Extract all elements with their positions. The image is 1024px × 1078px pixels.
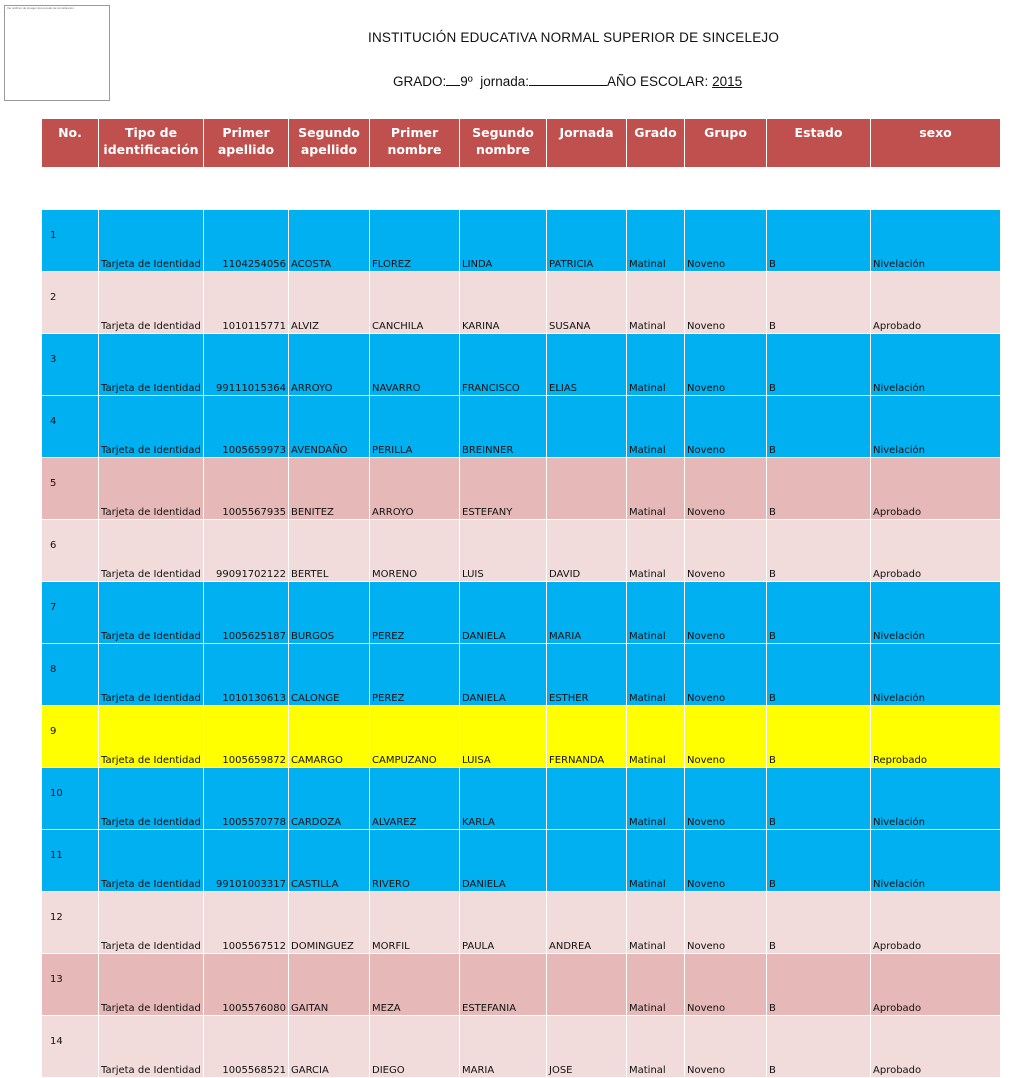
cell-no: 7 bbox=[42, 582, 99, 644]
jornada-blank bbox=[529, 74, 607, 86]
cell-grado: Noveno bbox=[685, 1016, 767, 1078]
cell-segundo-nombre bbox=[547, 396, 627, 458]
cell-documento: 1005568521 bbox=[204, 1016, 289, 1078]
header-spacer-cell bbox=[42, 168, 1001, 210]
table-row bbox=[42, 644, 1001, 706]
cell-jornada: Matinal bbox=[627, 644, 685, 706]
cell-primer-apellido: BERTEL bbox=[289, 520, 370, 582]
cell-primer-apellido: AVENDAÑO bbox=[289, 396, 370, 458]
cell-documento: 1010115771 bbox=[204, 272, 289, 334]
table-row bbox=[42, 210, 1001, 272]
cell-estado: Aprobado bbox=[871, 954, 1001, 1016]
cell-primer-apellido: DOMINGUEZ bbox=[289, 892, 370, 954]
cell-jornada: Matinal bbox=[627, 706, 685, 768]
cell-documento: 1005567512 bbox=[204, 892, 289, 954]
cell-documento: 99111015364 bbox=[204, 334, 289, 396]
cell-grupo: B bbox=[767, 644, 871, 706]
cell-segundo-nombre: ANDREA bbox=[547, 892, 627, 954]
cell-primer-nombre: PAULA bbox=[460, 892, 547, 954]
cell-estado: Nivelación bbox=[871, 334, 1001, 396]
col-header-no: No. bbox=[42, 119, 99, 168]
cell-grado: Noveno bbox=[685, 272, 767, 334]
col-header-sexo: sexo bbox=[871, 119, 1001, 168]
cell-jornada: Matinal bbox=[627, 892, 685, 954]
cell-segundo-nombre: SUSANA bbox=[547, 272, 627, 334]
cell-estado: Nivelación bbox=[871, 582, 1001, 644]
cell-estado: Aprobado bbox=[871, 272, 1001, 334]
cell-primer-nombre: MARIA bbox=[460, 1016, 547, 1078]
col-header-estado: Estado bbox=[767, 119, 871, 168]
col-header-primer-apellido: Primer apellido bbox=[204, 119, 289, 168]
cell-segundo-nombre bbox=[547, 830, 627, 892]
cell-jornada: Matinal bbox=[627, 396, 685, 458]
cell-no: 9 bbox=[42, 706, 99, 768]
cell-tipo: Tarjeta de Identidad bbox=[99, 520, 204, 582]
cell-tipo: Tarjeta de Identidad bbox=[99, 830, 204, 892]
cell-primer-apellido: CASTILLA bbox=[289, 830, 370, 892]
cell-grupo: B bbox=[767, 1016, 871, 1078]
table-row bbox=[42, 582, 1001, 644]
cell-estado: Nivelación bbox=[871, 830, 1001, 892]
cell-documento: 99101003317 bbox=[204, 830, 289, 892]
table-row bbox=[42, 706, 1001, 768]
cell-jornada: Matinal bbox=[627, 210, 685, 272]
cell-segundo-nombre: MARIA bbox=[547, 582, 627, 644]
cell-jornada: Matinal bbox=[627, 272, 685, 334]
cell-primer-apellido: ARROYO bbox=[289, 334, 370, 396]
cell-estado: Aprobado bbox=[871, 458, 1001, 520]
cell-grado: Noveno bbox=[685, 210, 767, 272]
cell-primer-apellido: GARCIA bbox=[289, 1016, 370, 1078]
cell-primer-apellido: ACOSTA bbox=[289, 210, 370, 272]
cell-segundo-apellido: CANCHILA bbox=[370, 272, 460, 334]
cell-documento: 1010130613 bbox=[204, 644, 289, 706]
cell-tipo: Tarjeta de Identidad bbox=[99, 644, 204, 706]
table-row bbox=[42, 1016, 1001, 1078]
cell-primer-apellido: CARDOZA bbox=[289, 768, 370, 830]
cell-segundo-nombre: ELIAS bbox=[547, 334, 627, 396]
cell-primer-apellido: BENITEZ bbox=[289, 458, 370, 520]
grado-blank bbox=[446, 74, 460, 86]
cell-documento: 1005625187 bbox=[204, 582, 289, 644]
cell-jornada: Matinal bbox=[627, 582, 685, 644]
cell-tipo: Tarjeta de Identidad bbox=[99, 272, 204, 334]
cell-grado: Noveno bbox=[685, 582, 767, 644]
cell-no: 6 bbox=[42, 520, 99, 582]
subtitle-line bbox=[393, 74, 742, 89]
cell-segundo-nombre: FERNANDA bbox=[547, 706, 627, 768]
cell-primer-nombre: ESTEFANIA bbox=[460, 954, 547, 1016]
cell-tipo: Tarjeta de Identidad bbox=[99, 954, 204, 1016]
cell-estado: Nivelación bbox=[871, 768, 1001, 830]
cell-primer-apellido: BURGOS bbox=[289, 582, 370, 644]
cell-primer-apellido: GAITAN bbox=[289, 954, 370, 1016]
grado-value: 9º bbox=[460, 74, 473, 89]
cell-grupo: B bbox=[767, 396, 871, 458]
cell-grado: Noveno bbox=[685, 644, 767, 706]
cell-grupo: B bbox=[767, 768, 871, 830]
cell-segundo-nombre: PATRICIA bbox=[547, 210, 627, 272]
table-row bbox=[42, 272, 1001, 334]
cell-segundo-apellido: ARROYO bbox=[370, 458, 460, 520]
cell-no: 8 bbox=[42, 644, 99, 706]
cell-documento: 1104254056 bbox=[204, 210, 289, 272]
cell-estado: Nivelación bbox=[871, 210, 1001, 272]
table-header-row bbox=[42, 119, 1001, 168]
cell-grado: Noveno bbox=[685, 458, 767, 520]
cell-estado: Nivelación bbox=[871, 644, 1001, 706]
header-spacer bbox=[42, 168, 1001, 210]
col-header-tipo: Tipo de identificación bbox=[99, 119, 204, 168]
anio-label: AÑO ESCOLAR: bbox=[607, 74, 709, 89]
cell-grado: Noveno bbox=[685, 520, 767, 582]
cell-segundo-apellido: PEREZ bbox=[370, 644, 460, 706]
cell-primer-nombre: LUIS bbox=[460, 520, 547, 582]
cell-primer-nombre: ESTEFANY bbox=[460, 458, 547, 520]
cell-grupo: B bbox=[767, 892, 871, 954]
cell-no: 12 bbox=[42, 892, 99, 954]
cell-tipo: Tarjeta de Identidad bbox=[99, 210, 204, 272]
cell-segundo-nombre: JOSE bbox=[547, 1016, 627, 1078]
table-row bbox=[42, 768, 1001, 830]
col-header-segundo-apellido: Segundo apellido bbox=[289, 119, 370, 168]
cell-segundo-apellido: CAMPUZANO bbox=[370, 706, 460, 768]
cell-primer-apellido: CAMARGO bbox=[289, 706, 370, 768]
cell-segundo-apellido: PERILLA bbox=[370, 396, 460, 458]
cell-no: 3 bbox=[42, 334, 99, 396]
page-title: INSTITUCIÓN EDUCATIVA NORMAL SUPERIOR DE SINCELEJO bbox=[368, 30, 780, 45]
cell-grupo: B bbox=[767, 334, 871, 396]
table-row bbox=[42, 892, 1001, 954]
cell-segundo-apellido: FLOREZ bbox=[370, 210, 460, 272]
cell-primer-nombre: BREINNER bbox=[460, 396, 547, 458]
cell-jornada: Matinal bbox=[627, 1016, 685, 1078]
cell-segundo-apellido: PEREZ bbox=[370, 582, 460, 644]
table-row bbox=[42, 954, 1001, 1016]
col-header-grado: Grado bbox=[627, 119, 685, 168]
cell-tipo: Tarjeta de Identidad bbox=[99, 892, 204, 954]
cell-no: 11 bbox=[42, 830, 99, 892]
cell-tipo: Tarjeta de Identidad bbox=[99, 334, 204, 396]
cell-no: 14 bbox=[42, 1016, 99, 1078]
cell-segundo-apellido: MORENO bbox=[370, 520, 460, 582]
jornada-label: jornada: bbox=[480, 74, 530, 89]
cell-documento: 1005570778 bbox=[204, 768, 289, 830]
cell-tipo: Tarjeta de Identidad bbox=[99, 1016, 204, 1078]
cell-primer-nombre: FRANCISCO bbox=[460, 334, 547, 396]
cell-grupo: B bbox=[767, 520, 871, 582]
table-row bbox=[42, 334, 1001, 396]
cell-primer-nombre: KARLA bbox=[460, 768, 547, 830]
cell-estado: Reprobado bbox=[871, 706, 1001, 768]
table-row bbox=[42, 520, 1001, 582]
cell-documento: 1005567935 bbox=[204, 458, 289, 520]
cell-segundo-apellido: ALVAREZ bbox=[370, 768, 460, 830]
cell-segundo-apellido: NAVARRO bbox=[370, 334, 460, 396]
cell-primer-nombre: KARINA bbox=[460, 272, 547, 334]
cell-grupo: B bbox=[767, 706, 871, 768]
col-header-segundo-nombre: Segundo nombre bbox=[460, 119, 547, 168]
cell-grupo: B bbox=[767, 458, 871, 520]
cell-segundo-nombre bbox=[547, 954, 627, 1016]
cell-segundo-apellido: MEZA bbox=[370, 954, 460, 1016]
cell-no: 4 bbox=[42, 396, 99, 458]
logo-placeholder bbox=[4, 5, 110, 101]
cell-segundo-nombre: DAVID bbox=[547, 520, 627, 582]
cell-primer-nombre: DANIELA bbox=[460, 582, 547, 644]
cell-jornada: Matinal bbox=[627, 830, 685, 892]
cell-no: 13 bbox=[42, 954, 99, 1016]
cell-no: 1 bbox=[42, 210, 99, 272]
cell-documento: 1005576080 bbox=[204, 954, 289, 1016]
cell-tipo: Tarjeta de Identidad bbox=[99, 458, 204, 520]
cell-estado: Nivelación bbox=[871, 396, 1001, 458]
cell-primer-nombre: DANIELA bbox=[460, 644, 547, 706]
cell-tipo: Tarjeta de Identidad bbox=[99, 706, 204, 768]
cell-estado: Aprobado bbox=[871, 520, 1001, 582]
cell-grupo: B bbox=[767, 272, 871, 334]
cell-jornada: Matinal bbox=[627, 458, 685, 520]
cell-segundo-nombre bbox=[547, 768, 627, 830]
logo-note: Ver archivo de imagen del escudo de la institución bbox=[7, 7, 74, 10]
cell-jornada: Matinal bbox=[627, 334, 685, 396]
cell-jornada: Matinal bbox=[627, 768, 685, 830]
cell-primer-nombre: DANIELA bbox=[460, 830, 547, 892]
cell-documento: 99091702122 bbox=[204, 520, 289, 582]
table-row bbox=[42, 458, 1001, 520]
table-row bbox=[42, 396, 1001, 458]
col-header-primer-nombre: Primer nombre bbox=[370, 119, 460, 168]
cell-estado: Aprobado bbox=[871, 1016, 1001, 1078]
cell-grupo: B bbox=[767, 830, 871, 892]
cell-segundo-apellido: DIEGO bbox=[370, 1016, 460, 1078]
cell-estado: Aprobado bbox=[871, 892, 1001, 954]
cell-documento: 1005659872 bbox=[204, 706, 289, 768]
cell-primer-apellido: CALONGE bbox=[289, 644, 370, 706]
cell-jornada: Matinal bbox=[627, 954, 685, 1016]
cell-grado: Noveno bbox=[685, 954, 767, 1016]
cell-primer-nombre: LUISA bbox=[460, 706, 547, 768]
cell-grado: Noveno bbox=[685, 830, 767, 892]
cell-segundo-nombre bbox=[547, 458, 627, 520]
anio-value: 2015 bbox=[712, 74, 743, 89]
cell-grupo: B bbox=[767, 582, 871, 644]
col-header-jornada: Jornada bbox=[547, 119, 627, 168]
cell-tipo: Tarjeta de Identidad bbox=[99, 582, 204, 644]
table-row bbox=[42, 830, 1001, 892]
cell-no: 5 bbox=[42, 458, 99, 520]
cell-no: 2 bbox=[42, 272, 99, 334]
cell-grado: Noveno bbox=[685, 334, 767, 396]
cell-jornada: Matinal bbox=[627, 520, 685, 582]
cell-primer-apellido: ALVIZ bbox=[289, 272, 370, 334]
cell-segundo-apellido: RIVERO bbox=[370, 830, 460, 892]
cell-segundo-nombre: ESTHER bbox=[547, 644, 627, 706]
col-header-grupo: Grupo bbox=[685, 119, 767, 168]
cell-grado: Noveno bbox=[685, 396, 767, 458]
cell-primer-nombre: LINDA bbox=[460, 210, 547, 272]
grado-label: GRADO: bbox=[393, 74, 447, 89]
cell-no: 10 bbox=[42, 768, 99, 830]
cell-grado: Noveno bbox=[685, 706, 767, 768]
cell-documento: 1005659973 bbox=[204, 396, 289, 458]
cell-grupo: B bbox=[767, 954, 871, 1016]
cell-grupo: B bbox=[767, 210, 871, 272]
cell-tipo: Tarjeta de Identidad bbox=[99, 396, 204, 458]
cell-grado: Noveno bbox=[685, 768, 767, 830]
cell-segundo-apellido: MORFIL bbox=[370, 892, 460, 954]
students-table bbox=[41, 118, 1001, 1078]
cell-grado: Noveno bbox=[685, 892, 767, 954]
cell-tipo: Tarjeta de Identidad bbox=[99, 768, 204, 830]
